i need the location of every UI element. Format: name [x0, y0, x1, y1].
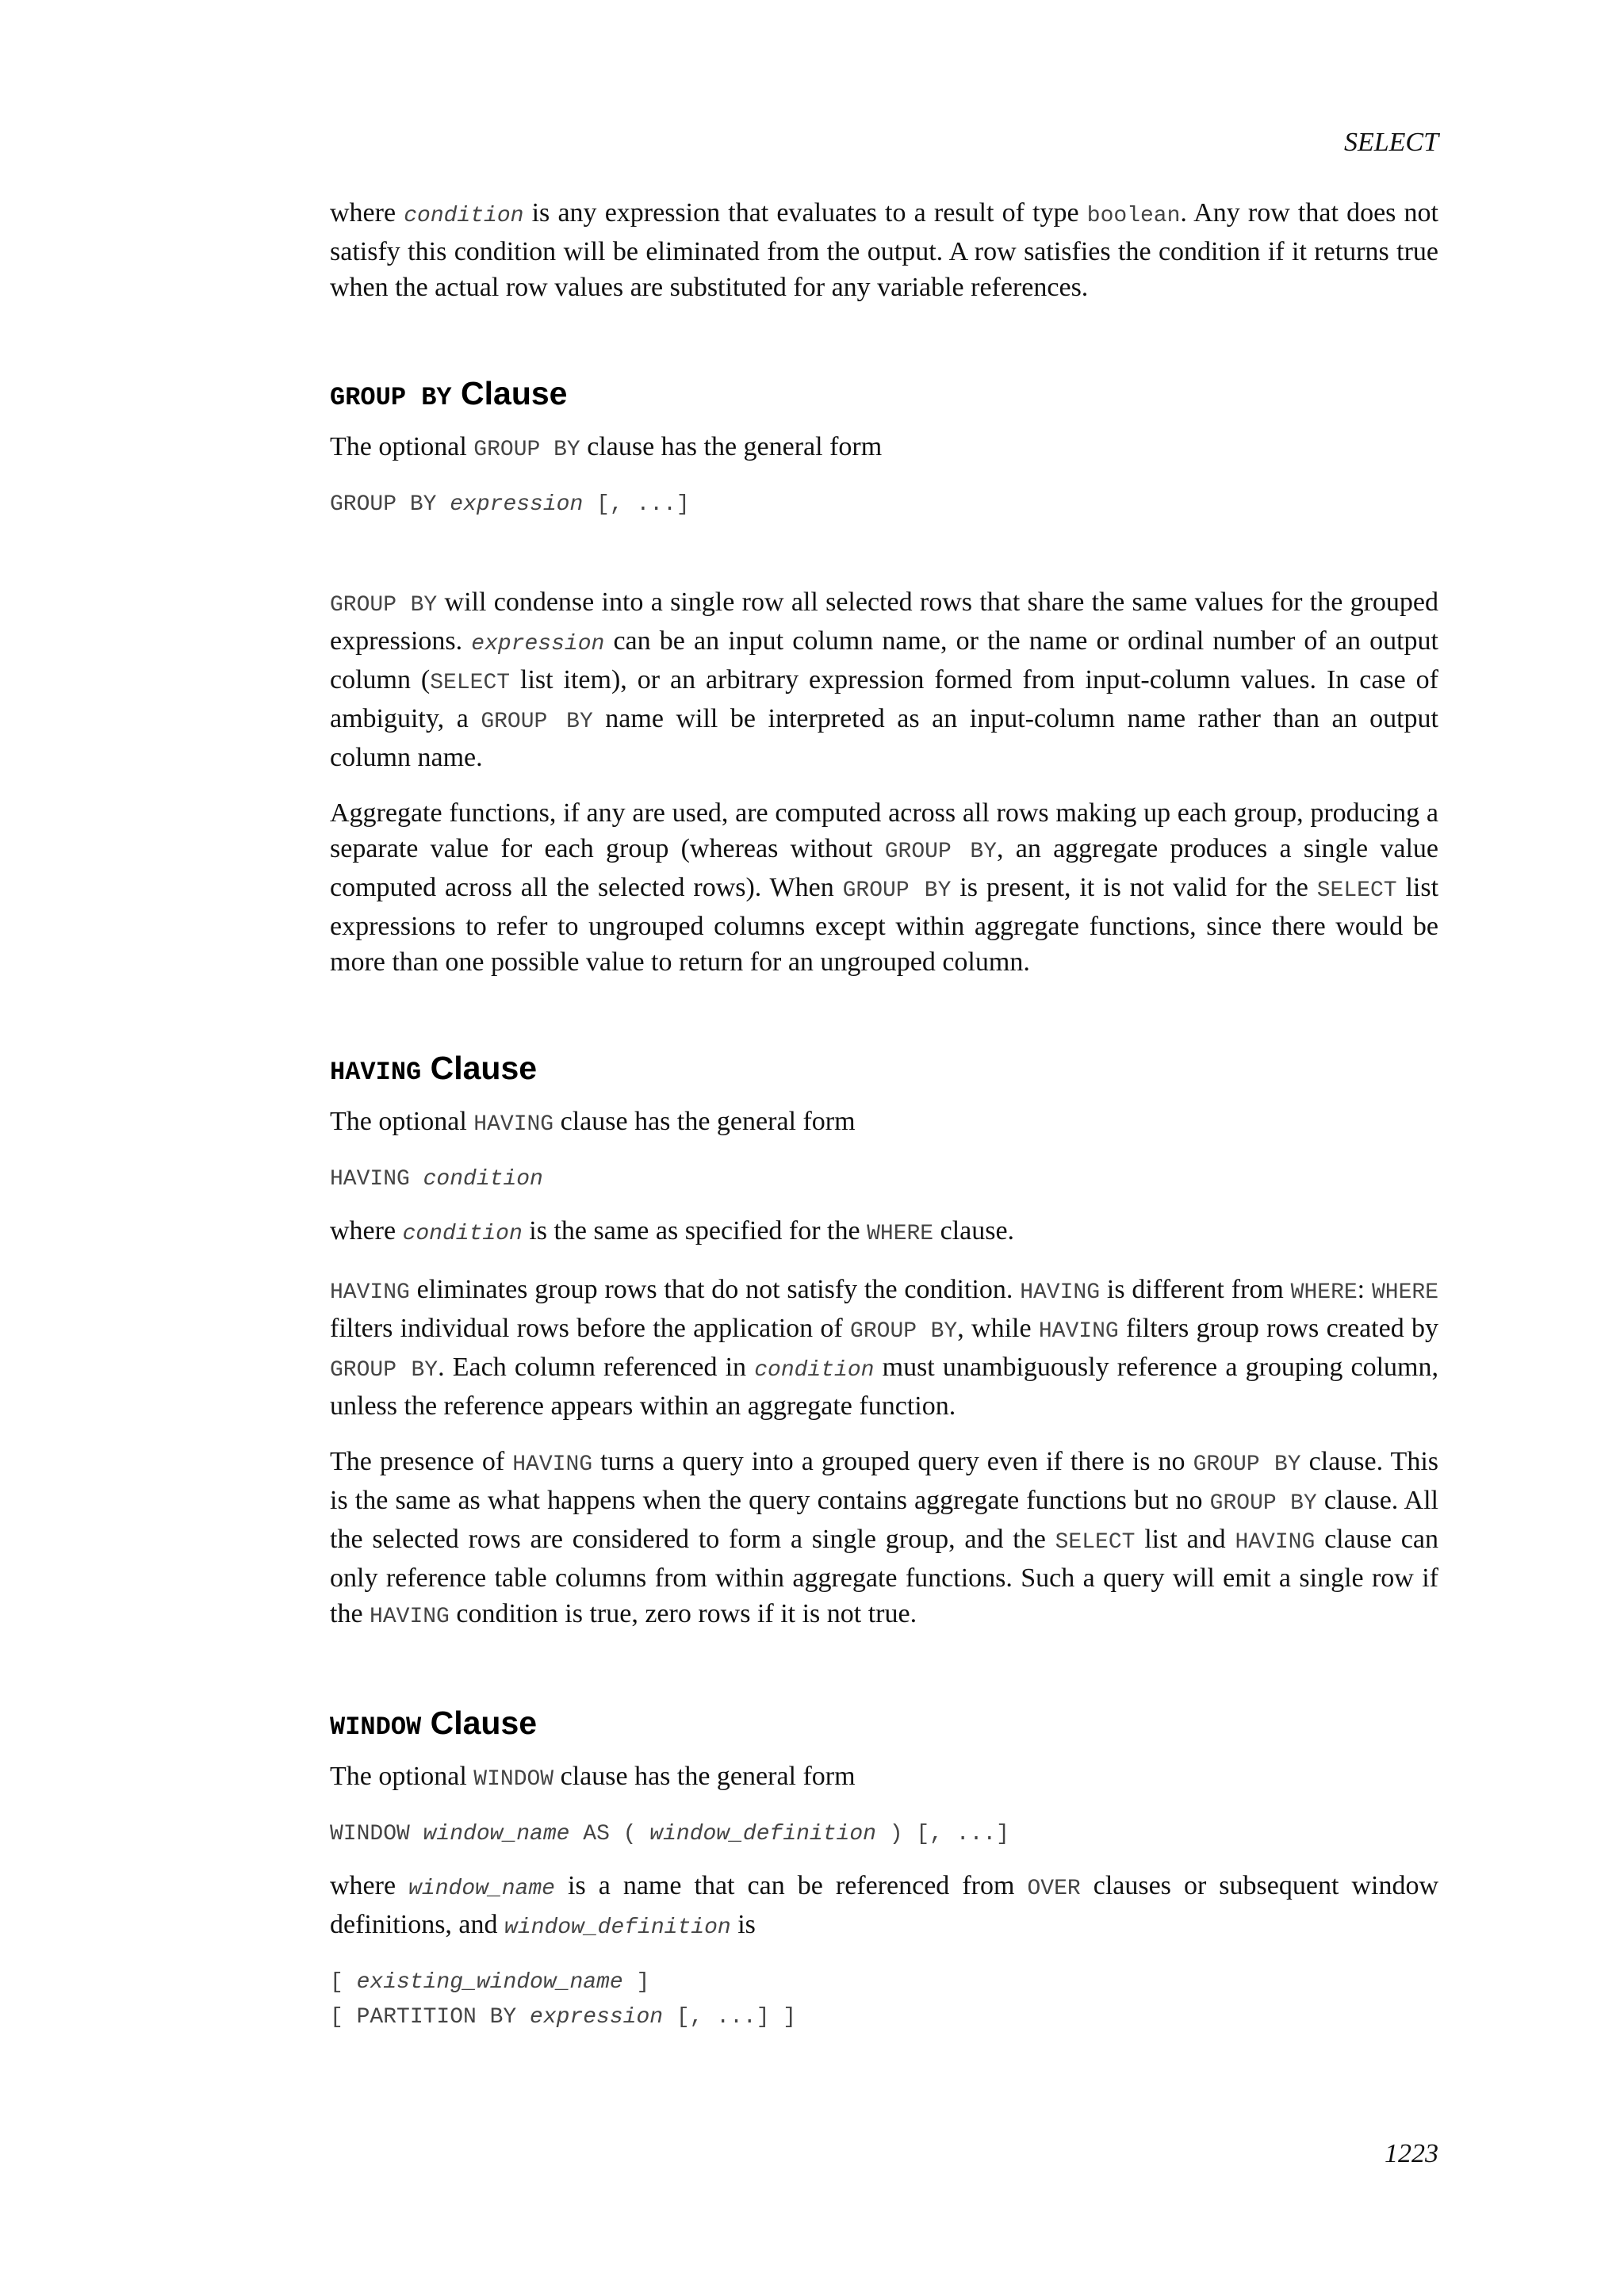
window-where-paragraph: where window_name is a name that can be referenced from OVER clauses or subsequent window definitions, and window_definition is [330, 1871, 1438, 1940]
having-paragraph-2: The presence of HAVING turns a query into a grouped query even if there is no GROUP BY clause. This is the same as what happens when the query contains aggregate functions but no GROUP BY clause. All the selected rows are considered to form a single group, and the SELECT list and HAVING clause can only reference table columns from within aggregate functions. Such a query will emit a single row if the HAVING condition is true, zero rows if it is not true. [330, 1447, 1438, 1629]
group-by-paragraph-1: GROUP BY will condense into a single row all selected rows that share the same values for the grouped expressions. expression can be an input column name, or the name or ordinal number of an output column (SELECT list item), or an arbitrary expression formed from input-column values. In case of ambiguity, a GROUP BY name will be interpreted as an input-column name rather than an output column name. [330, 587, 1439, 772]
section-heading-having: HAVING Clause [330, 1050, 538, 1087]
having-intro: The optional HAVING clause has the general form [330, 1107, 856, 1137]
group-by-synopsis: GROUP BY expression [, ...] [330, 492, 690, 517]
having-where-paragraph: where condition is the same as specified for the WHERE clause. [330, 1216, 1015, 1246]
group-by-paragraph-2: Aggregate functions, if any are used, are computed across all rows making up each group, producing a separate value for each group (whereas without GROUP BY, an aggregate produces a single value computed across all the selected rows). When GROUP BY is present, it is not valid for the SELECT list expressions to refer to ungrouped columns except within aggregate functions, since there would be more than one possible value to return for an ungrouped column. [330, 798, 1439, 977]
window-intro: The optional WINDOW clause has the general form [330, 1762, 856, 1792]
window-definition-synopsis: [ existing_window_name ] [ PARTITION BY expression [, ...] ] [330, 1970, 797, 2030]
page-content [330, 195, 1438, 2035]
having-paragraph-1: HAVING eliminates group rows that do not satisfy the condition. HAVING is different from WHERE: WHERE filters individual rows before the application of GROUP BY, while HAVING filters group rows created by GROUP BY. Each column referenced in condition must unambiguously reference a grouping column, unless the reference appears within an aggregate function. [330, 1275, 1438, 1421]
inline-code: condition [404, 204, 524, 228]
section-heading-group-by: GROUP BY Clause [330, 375, 568, 412]
window-synopsis: WINDOW window_name AS ( window_definition ) [, ...] [330, 1822, 1009, 1846]
having-synopsis: HAVING condition [330, 1167, 543, 1192]
where-condition-paragraph: where condition is any expression that evaluates to a result of type boolean. Any row that does not satisfy this condition will be eliminated from the output. A row satisfies the condition if it returns true when the actual row values are substituted for any variable references. [330, 198, 1438, 302]
inline-code: boolean [1086, 204, 1181, 228]
section-heading-window: WINDOW Clause [330, 1705, 538, 1742]
group-by-intro: The optional GROUP BY clause has the general form [330, 432, 883, 462]
page-number: 1223 [1385, 2139, 1438, 2168]
running-head: SELECT [1343, 128, 1438, 157]
